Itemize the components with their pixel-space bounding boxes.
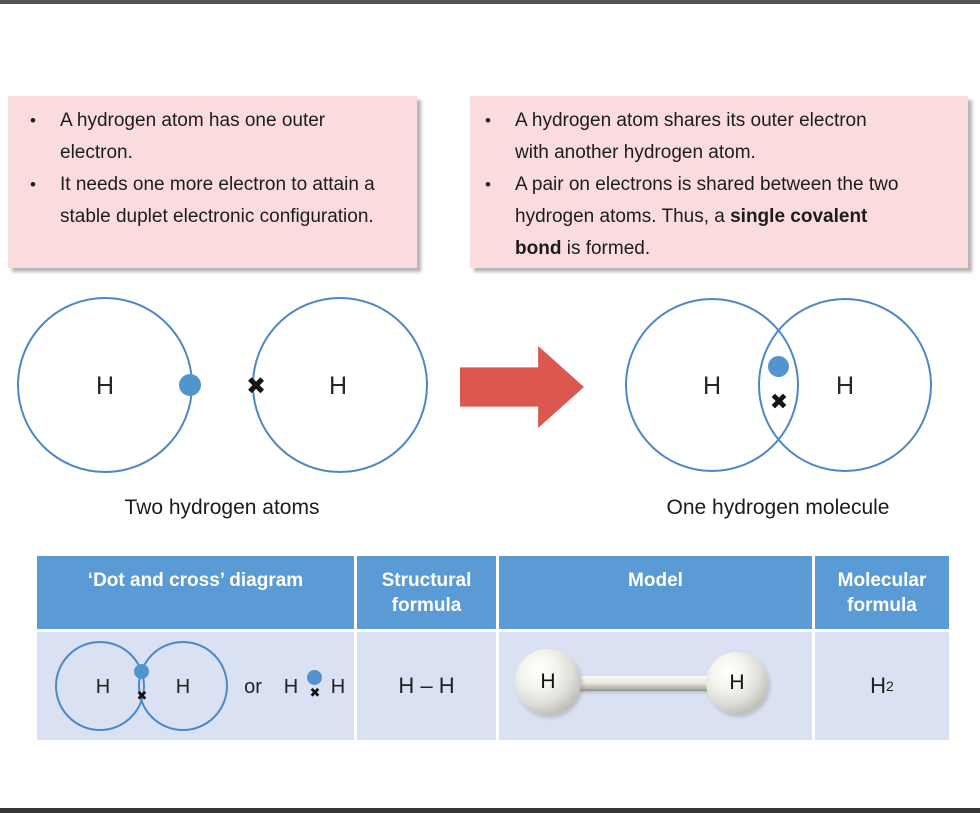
list-item xyxy=(470,169,900,265)
info-box-atoms xyxy=(8,96,417,268)
list-item xyxy=(470,105,900,169)
info-box-atoms-list xyxy=(8,96,417,233)
table-cell-model xyxy=(499,632,812,740)
electron-cross-icon: ✖ xyxy=(769,389,789,414)
atom-symbol-label: H xyxy=(95,372,115,400)
bullet-text-bold: single covalent bond xyxy=(515,206,868,259)
atom-symbol-label: H xyxy=(540,670,556,693)
bullet-icon: • xyxy=(30,111,36,130)
electron-cross-icon: ✖ xyxy=(309,685,321,700)
info-box-molecule xyxy=(470,96,968,268)
atom-symbol-label: H xyxy=(328,372,348,400)
atom-symbol-label: H xyxy=(330,676,346,698)
electron-cross-icon: ✖ xyxy=(245,373,267,400)
top-border-rule xyxy=(0,0,980,4)
electron-dot-icon xyxy=(179,374,201,396)
bullet-icon: • xyxy=(30,175,36,194)
bullet-text: A hydrogen atom has one outer electron. xyxy=(60,110,326,163)
table-cell-dot-and-cross xyxy=(37,632,354,740)
bond-bar-shape xyxy=(577,676,712,691)
bullet-text: A pair on electrons is shared between the two hydrogen atoms. Thus, a xyxy=(515,174,899,227)
atom-symbol-label: H xyxy=(175,676,191,698)
list-item xyxy=(8,105,400,169)
bullet-text: A hydrogen atom shares its outer electron with another hydrogen atom. xyxy=(515,110,867,163)
molecular-formula-base: H xyxy=(870,673,887,698)
table-header-dot-and-cross: ‘Dot and cross’ diagram xyxy=(37,556,354,629)
table-header-model: Model xyxy=(499,556,812,629)
table-cell-molecular-formula xyxy=(815,632,949,740)
electron-dot-icon xyxy=(768,356,789,377)
atom-symbol-label: H xyxy=(702,372,722,400)
bullet-icon: • xyxy=(485,175,491,194)
summary-table xyxy=(37,556,949,740)
list-item xyxy=(8,169,400,233)
atom-symbol-label: H xyxy=(835,372,855,400)
caption-two-hydrogen-atoms: Two hydrogen atoms xyxy=(124,496,320,519)
bullet-icon: • xyxy=(485,111,491,130)
arrow-right-icon xyxy=(460,346,584,428)
bottom-border-rule xyxy=(0,808,980,813)
bullet-text: is formed. xyxy=(561,238,651,259)
table-cell-structural-formula xyxy=(357,632,496,740)
structural-formula-text: H – H xyxy=(398,673,455,698)
or-label: or xyxy=(244,676,262,698)
table-header-structural-formula: Structural formula xyxy=(357,556,496,629)
atom-symbol-label: H xyxy=(95,676,111,698)
caption-one-hydrogen-molecule: One hydrogen molecule xyxy=(666,496,890,519)
table-header-molecular-formula: Molecular formula xyxy=(815,556,949,629)
electron-dot-icon xyxy=(134,664,149,679)
molecular-formula-subscript: 2 xyxy=(886,678,894,694)
info-box-molecule-list xyxy=(470,96,968,265)
bullet-text: It needs one more electron to attain a stable duplet electronic configuration. xyxy=(60,174,375,227)
atom-symbol-label: H xyxy=(283,676,299,698)
electron-cross-icon: ✖ xyxy=(136,688,148,703)
electron-dot-icon xyxy=(307,670,322,685)
atom-symbol-label: H xyxy=(729,671,745,694)
